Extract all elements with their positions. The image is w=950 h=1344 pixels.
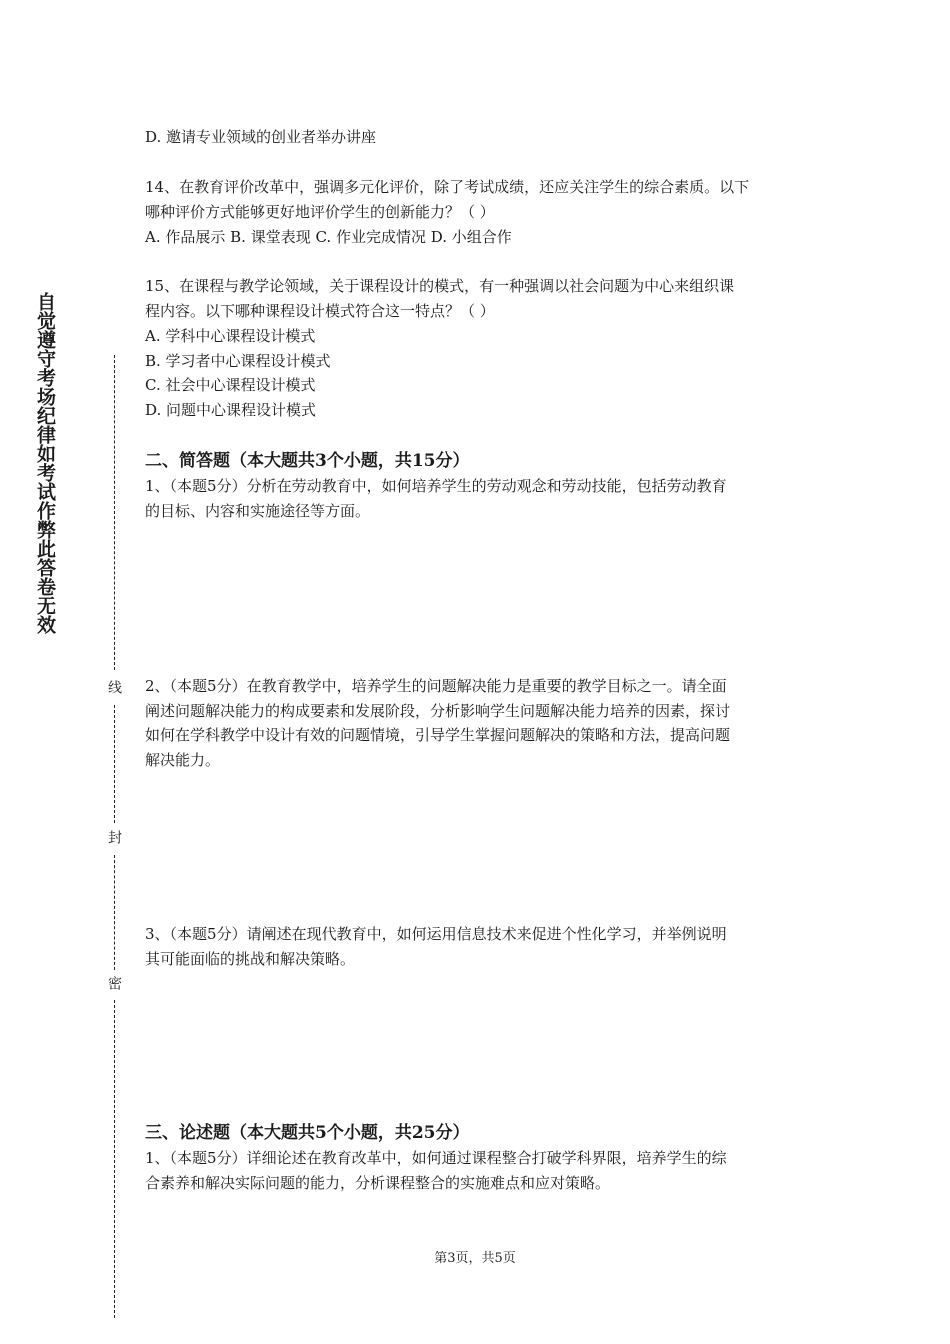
q14-stem-line: 哪种评价方式能够更好地评价学生的创新能力？（ ） (145, 203, 495, 221)
section3-heading: 三、论述题（本大题共5个小题，共25分） (145, 1123, 470, 1143)
q15-stem-line: 15、在课程与教学论领域，关于课程设计的模式，有一种强调以社会问题为中心来组织课 (145, 277, 735, 295)
q15-option-b: B. 学习者中心课程设计模式 (145, 352, 331, 370)
seal-line-segment (114, 705, 115, 823)
q14-options: A. 作品展示 B. 课堂表现 C. 作业完成情况 D. 小组合作 (145, 228, 512, 246)
q15-option-d: D. 问题中心课程设计模式 (145, 401, 317, 419)
s2-q3-line: 其可能面临的挑战和解决策略。 (145, 950, 356, 968)
seal-line-segment (114, 1000, 115, 1318)
section2-heading: 二、简答题（本大题共3个小题，共15分） (145, 451, 470, 471)
s2-q1-line: 的目标、内容和实施途径等方面。 (145, 502, 371, 520)
page-footer: 第3页，共5页 (434, 1251, 516, 1266)
q15-option-a: A. 学科中心课程设计模式 (145, 327, 316, 345)
s2-q2-line: 解决能力。 (145, 751, 221, 769)
q13-option-d: D. 邀请专业领域的创业者举办讲座 (145, 128, 377, 146)
s2-q1-line: 1、（本题5分）分析在劳动教育中，如何培养学生的劳动观念和劳动技能，包括劳动教育 (145, 477, 727, 495)
s2-q2-line: 2、（本题5分）在教育教学中，培养学生的问题解决能力是重要的教学目标之一。请全面 (145, 677, 727, 695)
seal-char-secret: 密 (106, 976, 122, 990)
exam-discipline-slogan: 自觉遵守考场纪律如考试作弊此答卷无效 (34, 292, 56, 634)
s3-q1-line: 合素养和解决实际问题的能力，分析课程整合的实施难点和应对策略。 (145, 1174, 611, 1192)
seal-line-segment (114, 855, 115, 970)
q15-option-c: C. 社会中心课程设计模式 (145, 376, 316, 394)
q15-stem-line: 程内容。以下哪种课程设计模式符合这一特点？（ ） (145, 302, 495, 320)
seal-line-segment (114, 355, 115, 670)
seal-char-seal: 封 (106, 830, 122, 844)
s2-q2-line: 如何在学科教学中设计有效的问题情境，引导学生掌握问题解决的策略和方法，提高问题 (145, 726, 731, 744)
s3-q1-line: 1、（本题5分）详细论述在教育改革中，如何通过课程整合打破学科界限，培养学生的综 (145, 1149, 727, 1167)
seal-char-line: 线 (106, 680, 122, 694)
s2-q3-line: 3、（本题5分）请阐述在现代教育中，如何运用信息技术来促进个性化学习，并举例说明 (145, 925, 727, 943)
q14-stem-line: 14、在教育评价改革中，强调多元化评价，除了考试成绩，还应关注学生的综合素质。以下 (145, 178, 750, 196)
s2-q2-line: 阐述问题解决能力的构成要素和发展阶段，分析影响学生问题解决能力培养的因素，探讨 (145, 702, 731, 720)
